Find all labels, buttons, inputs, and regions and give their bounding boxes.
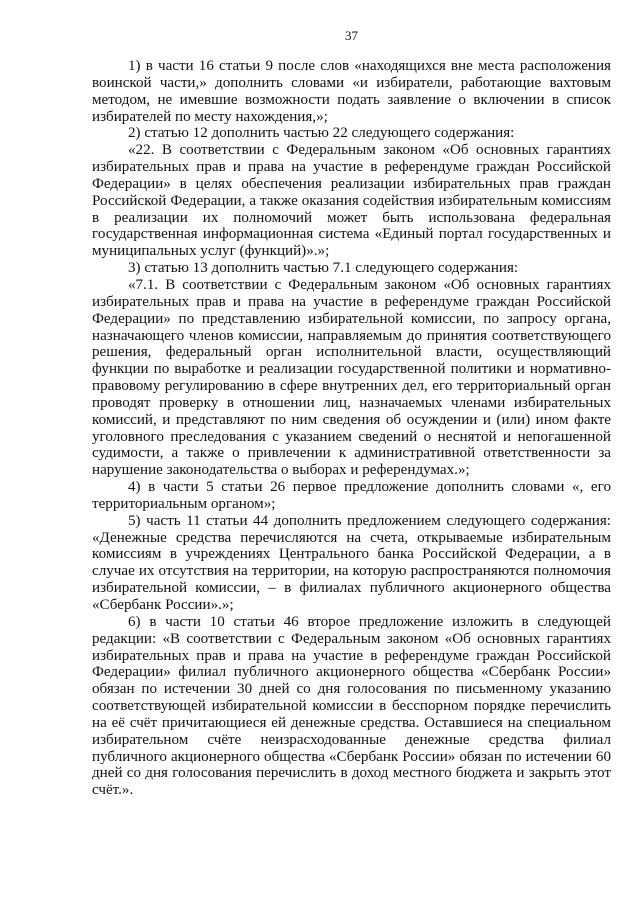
paragraph-8: 6) в части 10 статьи 46 второе предложение изложить в следующей редакции: «В соответствии с Федеральным законом «Об основных гарантиях избирательных прав и права на участие в референдуме граждан Российской Федерации» филиал публичного акционерного общества «Сбербанк России» обязан по истечении 30 дней со дня голосования по письменному указанию соответствующей избирательной комиссии в бесспорном порядке перечислить на её счёт причитающиеся ей денежные средства. Оставшиеся на специальном избирательном счёте неизрасходованные денежные средства филиал публичного акционерного общества «Сбербанк России» обязан по истечении 60 дней со дня голосования перечислить в доход местного бюджета и закрыть этот счёт.». [92, 613, 611, 799]
paragraph-3: «22. В соответствии с Федеральным законом «Об основных гарантиях избирательных прав и права на участие в референдуме граждан Российской Федерации» в целях обеспечения реализации избирательных прав граждан Российской Федерации, а также оказания содействия избирательным комиссиям в реализации их полномочий может быть использована федеральная государственная информационная система «Единый портал государственных и муниципальных услуг (функций)».»; [92, 142, 611, 260]
paragraph-6: 4) в части 5 статьи 26 первое предложение дополнить словами «, его территориальным органом»; [92, 479, 611, 512]
paragraph-5: «7.1. В соответствии с Федеральным законом «Об основных гарантиях избирательных прав и права на участие в референдуме граждан Российской Федерации» по представлению избирательной комиссии, по запросу органа, назначающего членов комиссии, направляемым до принятия соответствующего решения, федеральный орган исполнительной власти, осуществляющий функции по выработке и реализации государственной политики и нормативно-правовому регулированию в сфере внутренних дел, его территориальный орган проводят проверку в отношении лиц, назначаемых членами избирательных комиссий, и представляют по ним сведения об осуждении и (или) ином факте уголовного преследования с указанием сведений о неснятой и непогашенной судимости, а также о привлечении к административной ответственности за нарушение законодательства о выборах и референдумах.»; [92, 276, 611, 479]
paragraph-1: 1) в части 16 статьи 9 после слов «находящихся вне места расположения воинской части,» дополнить словами «и избиратели, работающие вахтовым методом, не имевшие возможности подать заявление о включении в список избирателей по месту нахождения,»; [92, 58, 611, 125]
paragraph-7: 5) часть 11 статьи 44 дополнить предложением следующего содержания: «Денежные средства перечисляются на счета, открываемые избирательным комиссиям в учреждениях Центрального банка Российской Федерации, а в случае их отсутствия на территории, на которую распространяются полномочия избирательной комиссии, – в филиалах публичного акционерного общества «Сбербанк России».»; [92, 512, 611, 613]
paragraph-2: 2) статью 12 дополнить частью 22 следующего содержания: [128, 125, 515, 142]
page-number: 37 [345, 28, 358, 43]
paragraph-4: 3) статью 13 дополнить частью 7.1 следующего содержания: [128, 260, 519, 277]
